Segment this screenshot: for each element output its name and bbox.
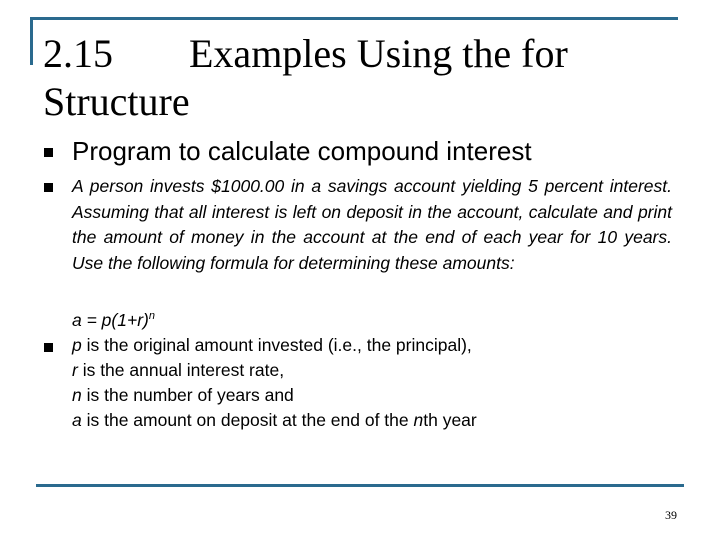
left-rule <box>30 17 33 65</box>
def-var: p <box>72 335 82 355</box>
def-text: th year <box>423 410 477 430</box>
bullet-square-icon <box>44 343 53 352</box>
formula <box>72 304 155 333</box>
title-number: 2.15 <box>43 31 113 76</box>
bullet-item-1: Program to calculate compound interest <box>72 136 532 166</box>
def-line <box>72 408 672 433</box>
def-line <box>72 333 672 358</box>
formula-text: a = p(1+r) <box>72 309 149 330</box>
def-text: is the number of years and <box>81 385 294 405</box>
bullet-square-icon <box>44 183 53 192</box>
bullet-square-icon <box>44 148 53 157</box>
def-text: is the annual interest rate, <box>77 360 285 380</box>
def-line <box>72 383 672 408</box>
title-text: Examples Using the for <box>189 31 568 76</box>
top-rule <box>30 17 678 20</box>
def-line <box>72 358 672 383</box>
slide-title <box>43 30 683 126</box>
def-var: r <box>72 360 78 380</box>
page-number: 39 <box>665 508 677 522</box>
title-line2: Structure <box>43 79 190 124</box>
def-var: n <box>72 385 82 405</box>
bullet-item-2: A person invests $1000.00 in a savings account yielding 5 percent interest. Assuming that all interest is left on deposit in the account, calculate and print the amount of money in the account at the end of each year for 10 years. Use the following formula for determining these amounts: <box>72 176 672 273</box>
def-var: a <box>72 410 82 430</box>
def-var: n <box>413 410 424 430</box>
definitions <box>72 333 672 433</box>
bottom-rule <box>36 484 684 487</box>
formula-exponent: n <box>148 310 155 322</box>
def-text: is the amount on deposit at the end of the <box>81 410 414 430</box>
def-text: is the original amount invested (i.e., the principal), <box>81 335 472 355</box>
